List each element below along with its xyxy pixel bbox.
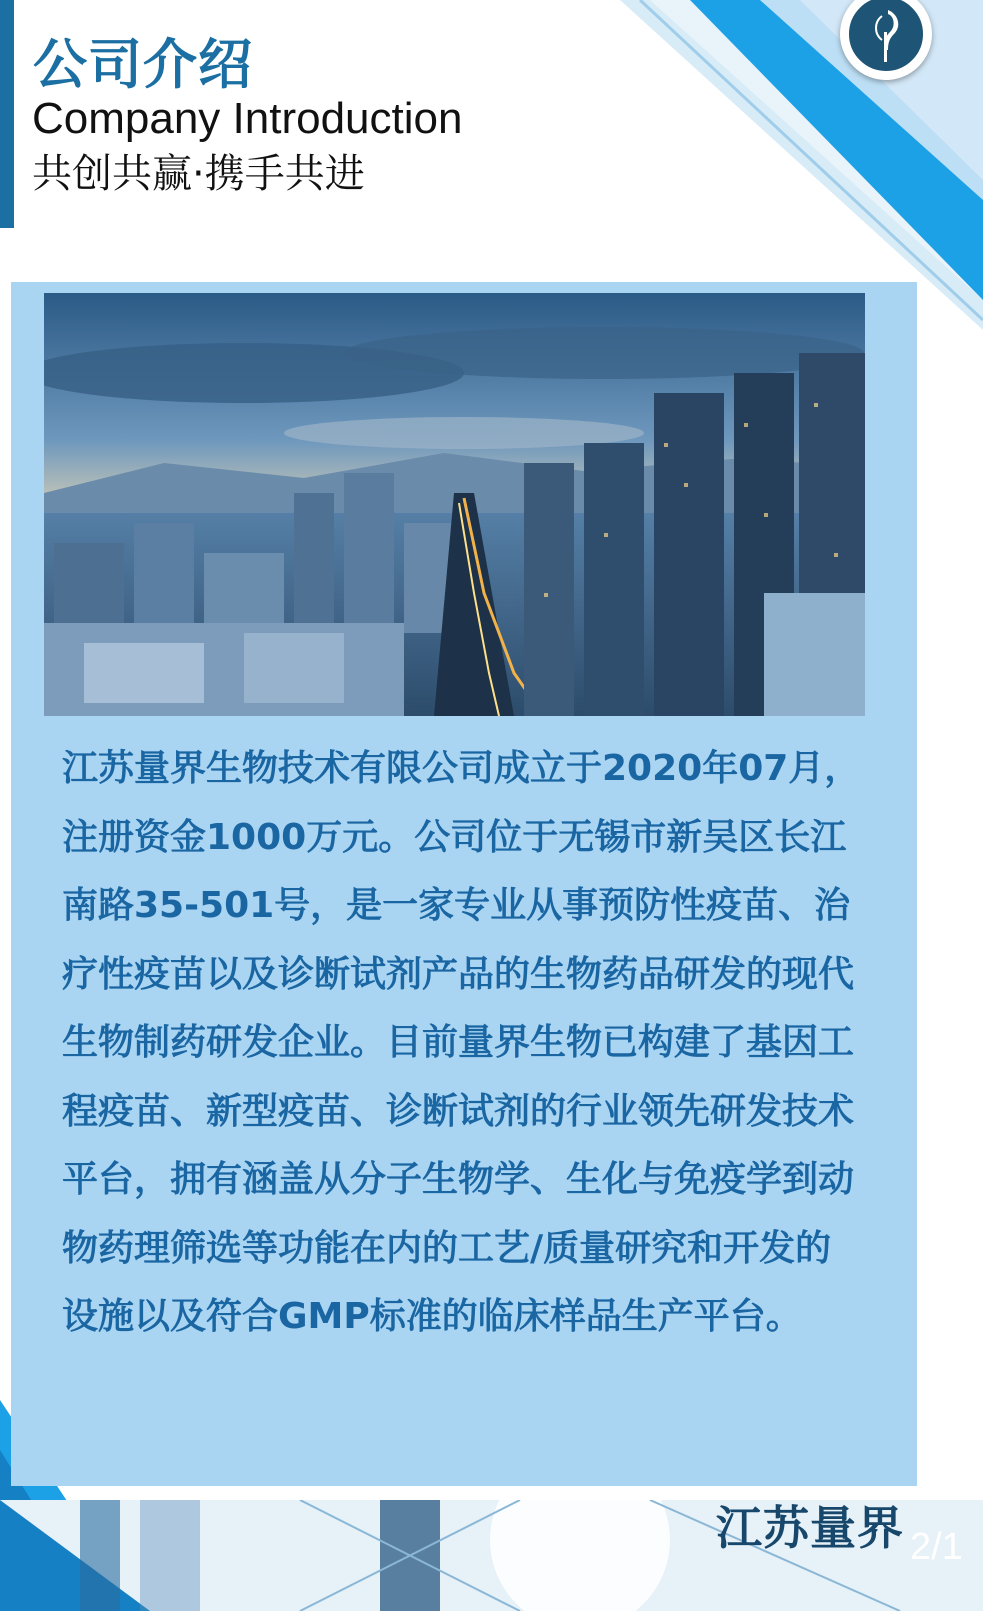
city-skyline-photo <box>44 293 865 716</box>
page-title: 公司介绍 <box>33 33 253 96</box>
slogan-text: 共创共赢·携手共进 <box>32 151 365 197</box>
page-indicator: 2/1 <box>910 1526 963 1568</box>
company-intro-text: 江苏量界生物技术有限公司成立于2020年07月，注册资金1000万元。公司位于无锡市新吴区长江南路35-501号，是一家专业从事预防性疫苗、治疗性疫苗以及诊断试剂产品的生物药品研发的现代生物制药研发企业。目前量界生物已构建了基因工程疫苗、新型疫苗、诊断试剂的行业领先研发技术平台，拥有涵盖从分子生物学、生化与免疫学到动物药理筛选等功能在内的工艺/质量研究和开发的设施以及符合GMP标准的临床样品生产平台。 <box>62 748 861 1337</box>
footer-brand: 江苏量界 <box>716 1501 904 1555</box>
company-logo-icon <box>840 0 932 80</box>
header-accent-bar <box>0 0 14 228</box>
page-subtitle-en: Company Introduction <box>32 94 463 143</box>
slogan-container <box>32 146 412 228</box>
